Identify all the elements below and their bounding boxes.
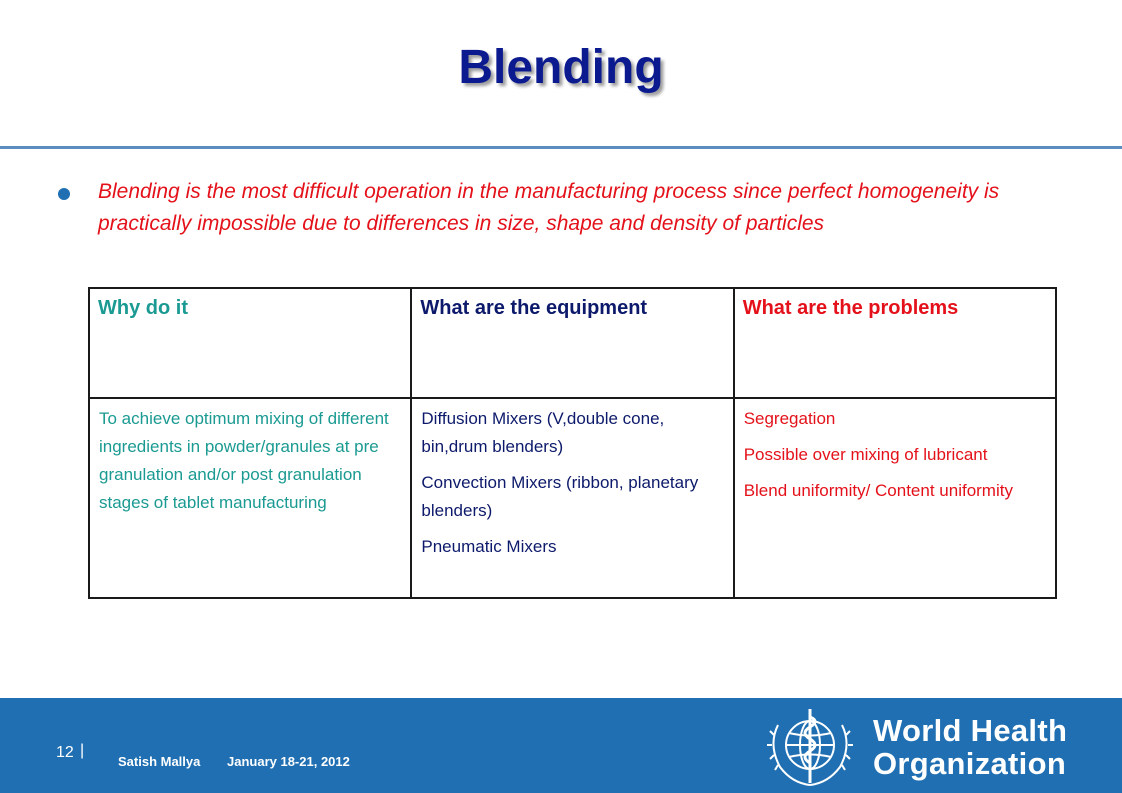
- blending-table: [88, 287, 1057, 599]
- page-number: 12: [56, 744, 74, 761]
- who-emblem-icon: [760, 705, 860, 790]
- cell-why: [89, 398, 411, 598]
- footer-date: January 18-21, 2012: [227, 754, 350, 769]
- header-why: Why do it: [89, 288, 411, 398]
- footer-author: Satish Mallya: [118, 754, 201, 769]
- slide-title: Blending: [458, 41, 664, 94]
- bullet-text: Blending is the most difficult operation in the manufacturing process since perfect homogeneity is practically impossible due to differences in size, shape and density of particles: [98, 180, 1000, 235]
- header-equipment: What are the equipment: [411, 288, 733, 398]
- equipment-item: Diffusion Mixers (V,double cone, bin,drum blenders): [421, 409, 665, 456]
- equipment-item: Pneumatic Mixers: [421, 537, 557, 556]
- title-divider: [0, 146, 1122, 149]
- problem-item: Blend uniformity/ Content uniformity: [743, 481, 1013, 500]
- footer-separator: |: [80, 742, 85, 759]
- org-name-line2: Organization: [873, 746, 1067, 781]
- cell-equipment: [411, 398, 733, 598]
- bullet-dot-icon: [58, 188, 70, 200]
- org-name-line1: World Health: [873, 713, 1068, 748]
- problem-item: Possible over mixing of lubricant: [743, 445, 988, 464]
- table-header-row: [89, 288, 1056, 398]
- equipment-item: Convection Mixers (ribbon, planetary blenders): [421, 473, 699, 520]
- table-row: [89, 398, 1056, 598]
- cell-problems: [734, 398, 1056, 598]
- header-problems: What are the problems: [734, 288, 1056, 398]
- why-text: To achieve optimum mixing of different ingredients in powder/granules at pre granulation and/or post granulation stages of tablet manufacturing: [99, 409, 389, 512]
- problem-item: Segregation: [743, 409, 836, 428]
